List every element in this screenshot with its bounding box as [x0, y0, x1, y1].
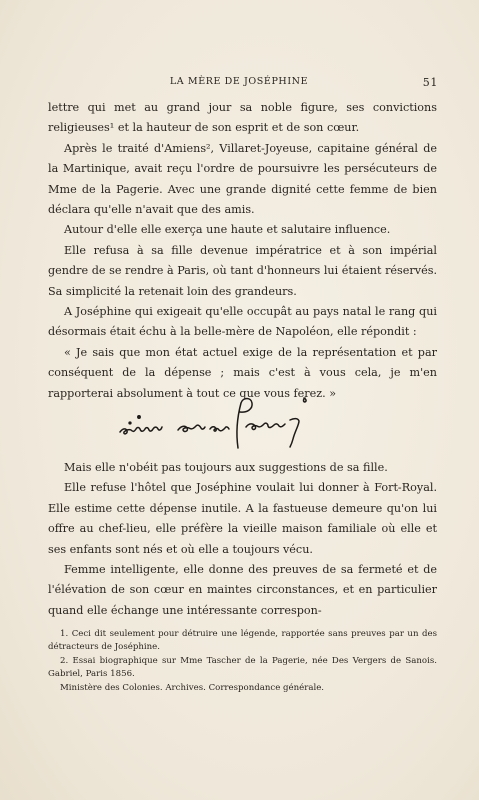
footnote: 1. Ceci dit seulement pour détruire une légende, rapportée sans preuves par un des détracteurs de Joséphine. — [48, 629, 437, 653]
paragraph: Mais elle n'obéit pas toujours aux suggestions de sa fille. — [64, 461, 388, 474]
paragraph: Elle refusa à sa fille devenue impératrice et à son impérial gendre de se rendre à Paris, où tant d'honneurs lui étaient réservés. Sa simplicité la retenait loin des grandeurs. — [48, 243, 437, 298]
paragraph: Elle refuse l'hôtel que Joséphine voulait lui donner à Fort-Royal. Elle estime cette dépense inutile. A la fastueuse demeure qu'on lui offre au chef-lieu, elle préfère la vieille maison familiale où elle et ses enfants sont nés et où elle a toujours vécu. — [48, 481, 437, 556]
paragraph: lettre qui met au grand jour sa noble figure, ses convictions religieuses¹ et la hauteur de son esprit et de son cœur. — [48, 101, 437, 135]
paragraph: Après le traité d'Amiens², Villaret-Joyeuse, capitaine général de la Martinique, avait reçu l'ordre de poursuivre les persécuteurs de Mme de la Pagerie. Avec une grande dignité cette femme de bien déclara qu'elle n'avait que des amis. — [48, 141, 437, 217]
paragraph: A Joséphine qui exigeait qu'elle occupât au pays natal le rang qui désormais était échu à la belle-mère de Napoléon, elle répondit : — [48, 305, 437, 339]
running-header — [40, 76, 438, 90]
page-number: 51 — [422, 76, 438, 89]
footnotes — [48, 628, 437, 695]
handwritten-signature — [118, 396, 338, 456]
paragraph: Femme intelligente, elle donne des preuves de sa fermeté et de l'élévation de son cœur en maintes circonstances, et en particulier quand elle échange une intéressante correspon- — [48, 563, 437, 617]
quotation: « Je sais que mon état actuel exige de la représentation et par conséquent de la dépense ; mais c'est à vous cela, je m'en rapporterai absolument à tout ce que vous ferez. » — [48, 345, 437, 400]
footnote: 2. Essai biographique sur Mme Tascher de la Pagerie, née Des Vergers de Sanois. Gabriel, Paris 1856. — [48, 655, 437, 680]
body-text-bottom — [48, 458, 437, 621]
running-title: LA MÈRE DE JOSÉPHINE — [169, 76, 309, 87]
paragraph: Autour d'elle elle exerça une haute et salutaire influence. — [64, 223, 391, 237]
body-text-top — [48, 98, 437, 404]
footnote: Ministère des Colonies. Archives. Correspondance générale. — [60, 682, 325, 693]
